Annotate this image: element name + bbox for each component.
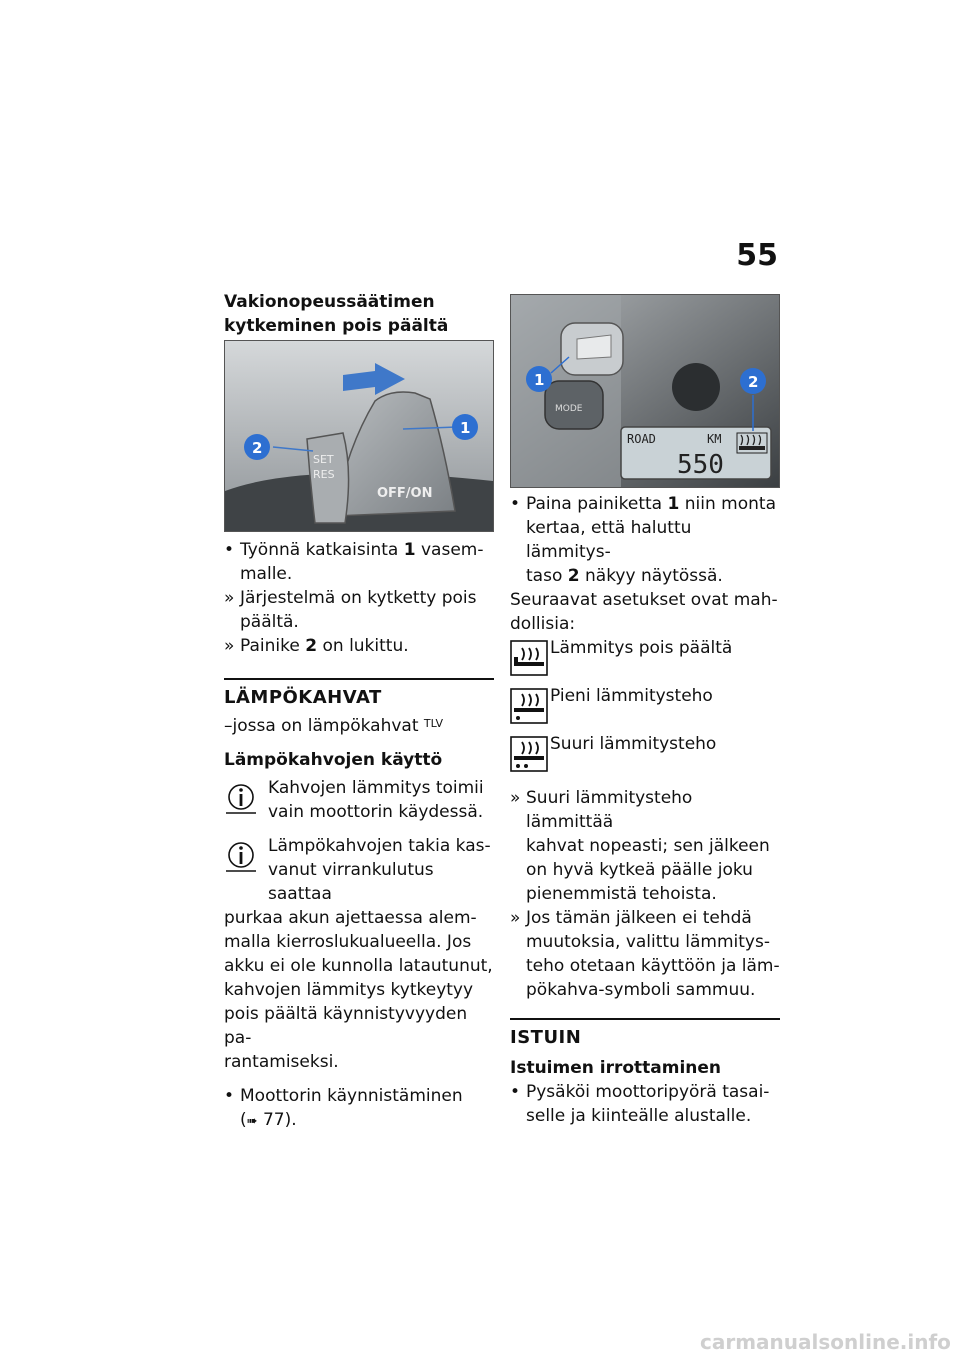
subsection-title-seat-removal: Istuimen irrottaminen bbox=[510, 1058, 722, 1078]
km-label: KM bbox=[707, 432, 722, 446]
left-column bbox=[224, 290, 494, 338]
info-icon bbox=[226, 782, 256, 816]
option-heating-high: Suuri lämmitysteho bbox=[510, 732, 780, 786]
option-heating-low: Pieni lämmitysteho bbox=[510, 684, 780, 732]
callout-1: 1 bbox=[534, 371, 545, 389]
bullet-icon: • bbox=[224, 540, 235, 560]
subsection-title-grips-use: Lämpökahvojen käyttö bbox=[224, 750, 443, 770]
heating-low-icon bbox=[510, 688, 548, 724]
callout-2: 2 bbox=[748, 373, 759, 391]
step-push-switch: • Työnnä katkaisinta 1 vasem- malle. bbox=[224, 540, 484, 584]
set-label: SET bbox=[313, 453, 334, 466]
callout-2: 2 bbox=[252, 439, 263, 457]
result-button-locked: » Painike 2 on lukittu. bbox=[224, 636, 409, 656]
heated-grip-display-figure bbox=[510, 294, 780, 488]
heating-high-icon bbox=[510, 736, 548, 772]
step-park-motorcycle: • Pysäköi moottoripyörä tasai- selle ja kiinteälle alustalle. bbox=[510, 1082, 770, 1126]
mode-label: MODE bbox=[555, 404, 583, 414]
left-column-body bbox=[224, 538, 494, 1134]
step-press-button: • Paina painiketta 1 niin monta kertaa, että haluttu lämmitys- taso 2 näkyy näytössä. bbox=[510, 494, 776, 586]
result-high-heat: » Suuri lämmitysteho lämmittää kahvat nopeasti; sen jälkeen on hyvä kytkeä päälle joku pienemmistä tehoista. bbox=[510, 788, 770, 904]
cruise-switch-illustration bbox=[225, 341, 493, 531]
road-label: ROAD bbox=[627, 432, 656, 446]
callout-1: 1 bbox=[460, 419, 471, 437]
right-column-body bbox=[510, 492, 780, 1128]
bullet-icon: • bbox=[510, 494, 521, 514]
bullet-icon: • bbox=[510, 1082, 521, 1102]
section-title-seat: ISTUIN bbox=[510, 1027, 582, 1048]
equipment-note: –jossa on lämpökahvat $^{TLV}$ bbox=[224, 716, 444, 736]
section-divider bbox=[510, 1018, 780, 1020]
info-icon bbox=[226, 840, 256, 874]
info-note-power-consumption: Lämpökahvojen takia kas- vanut virrankulutus saattaa purkaa akun ajettaessa alem- malla kierroslukualueella. Jos akku ei ole kunnolla latautunut, kahvojen lämmitys kytkeytyy pois päältä käynnistyvyyden pa- rantamiseksi. bbox=[224, 836, 493, 1072]
result-arrow-icon: » bbox=[510, 908, 521, 928]
cruise-off-title: Vakionopeussäätimen kytkeminen pois päältä bbox=[224, 292, 449, 336]
page-reference-icon: ➠ bbox=[246, 1114, 258, 1129]
display-value: 550 bbox=[677, 450, 724, 480]
result-system-off: » Järjestelmä on kytketty pois päältä. bbox=[224, 588, 477, 632]
step-start-engine: • Moottorin käynnistäminen (➠ 77). bbox=[224, 1086, 463, 1130]
watermark: carmanualsonline.info bbox=[700, 1330, 951, 1354]
page-number: 55 bbox=[736, 238, 778, 273]
result-arrow-icon: » bbox=[224, 588, 235, 608]
bullet-icon: • bbox=[224, 1086, 235, 1106]
option-heating-off: Lämmitys pois päältä bbox=[510, 636, 780, 684]
result-arrow-icon: » bbox=[510, 788, 521, 808]
options-intro: Seuraavat asetukset ovat mah- dollisia: bbox=[510, 590, 778, 634]
result-setting-applied: » Jos tämän jälkeen ei tehdä muutoksia, valittu lämmitys- teho otetaan käyttöön ja läm- pökahva-symboli sammuu. bbox=[510, 908, 780, 1000]
res-label: RES bbox=[313, 468, 335, 481]
result-arrow-icon: » bbox=[224, 636, 235, 656]
cruise-switch-figure bbox=[224, 340, 494, 532]
offon-label: OFF/ON bbox=[377, 486, 433, 501]
heated-grip-illustration bbox=[511, 295, 779, 487]
info-note-engine-running: Kahvojen lämmitys toimii vain moottorin käydessä. bbox=[224, 776, 494, 824]
section-title-heated-grips: LÄMPÖKAHVAT bbox=[224, 687, 382, 708]
section-divider bbox=[224, 678, 494, 680]
heating-off-icon bbox=[510, 640, 548, 676]
